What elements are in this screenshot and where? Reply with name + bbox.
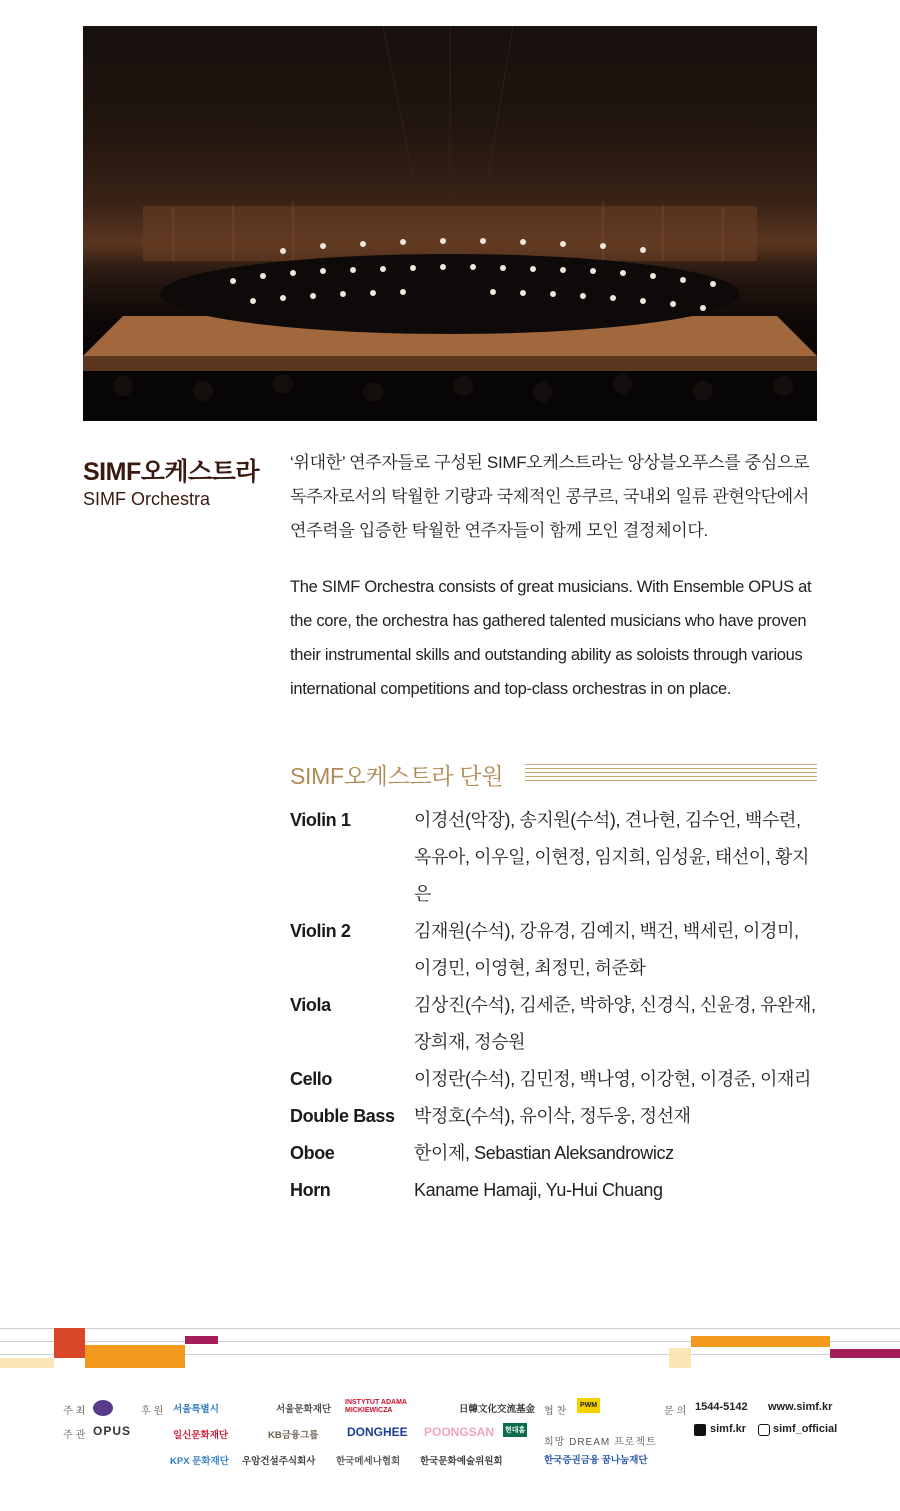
host-logo-icon — [93, 1400, 113, 1416]
instagram-link[interactable]: simf_official — [773, 1423, 838, 1435]
sponsor-hyundai-logo: 현대홈 — [503, 1423, 527, 1437]
instrument-label: Violin 2 — [290, 921, 351, 941]
instrument-label: Horn — [290, 1180, 331, 1200]
orchestra-description-en: The SIMF Orchestra consists of great musicians. With Ensemble OPUS at the core, the orchestra has gathered talented musicians who have proven their instrumental skills and outstanding ability as soloists through various international competitions and top-class orchestras in on place. — [290, 578, 812, 698]
footer — [0, 1390, 900, 1511]
bar-red — [54, 1328, 85, 1358]
member-row-violin2 — [290, 913, 820, 987]
sponsor-poongsan-logo: POONGSAN — [424, 1425, 495, 1439]
bar-orange — [691, 1336, 830, 1347]
dream-partner-logo: 한국증권금융 꿈나눔재단 — [544, 1455, 648, 1466]
bar-magenta — [185, 1336, 218, 1344]
instrument-label: Viola — [290, 995, 331, 1015]
sponsor-seoul-logo: 서울특별시 — [173, 1404, 219, 1415]
member-names: 이경선(악장), 송지원(수석), 견나현, 김수언, 백수련, 옥유아, 이우일, 이현정, 임지희, 임성윤, 태선이, 황지은 — [414, 810, 809, 904]
members-title-rule — [525, 764, 817, 784]
orchestra-title-ko: SIMF오케스트라 — [83, 458, 259, 486]
orchestra-photo — [83, 26, 817, 421]
cooperation-logo: PWM — [577, 1398, 600, 1413]
organizer-label: 주관 — [63, 1430, 89, 1441]
member-names: Kaname Hamaji, Yu-Hui Chuang — [414, 1180, 663, 1200]
member-names: 김상진(수석), 김세준, 박하양, 신경식, 신윤경, 유완재, 장희재, 정승원 — [414, 995, 816, 1052]
sponsor-arko-logo: 한국문화예술위원회 — [420, 1456, 503, 1467]
instrument-label: Cello — [290, 1069, 333, 1089]
orchestra-stage-icon — [83, 26, 817, 421]
instagram-icon — [758, 1424, 770, 1436]
website-link[interactable]: www.simf.kr — [768, 1401, 833, 1413]
host-label: 주최 — [63, 1406, 89, 1417]
orchestra-description-ko: ‘위대한’ 연주자들로 구성된 SIMF오케스트라는 앙상블오푸스를 중심으로 독주자로서의 탁월한 기량과 국제적인 콩쿠르, 국내외 일류 관현악단에서 연주력을 입증한 탁월한 연주자들이 함께 모인 결정체이다. — [290, 453, 810, 540]
sponsor-ilshin-logo: 일신문화재단 — [173, 1430, 229, 1441]
sponsor-kpx-logo: KPX 문화재단 — [170, 1456, 229, 1467]
sponsor-adam-logo: INSTYTUT ADAMA MICKIEWICZA — [345, 1399, 407, 1414]
orchestra-title-en: SIMF Orchestra — [83, 489, 211, 509]
dream-project-label: 희망 DREAM 프로젝트 — [544, 1437, 657, 1448]
phone-number[interactable]: 1544-5142 — [695, 1401, 748, 1413]
member-names: 김재원(수석), 강유경, 김예지, 백건, 백세린, 이경미, 이경민, 이영현, 최정민, 허준화 — [414, 921, 799, 978]
member-names: 박정호(수석), 유이삭, 정두웅, 정선재 — [414, 1106, 691, 1126]
sponsor-wooam-logo: 우암건설주식회사 — [242, 1456, 316, 1467]
member-row-oboe — [290, 1135, 820, 1172]
sponsor-donghee-logo: DONGHEE — [347, 1425, 408, 1439]
inquiry-label: 문의 — [664, 1406, 690, 1417]
instrument-label: Double Bass — [290, 1106, 395, 1126]
sponsor-mecenat-logo: 한국메세나협회 — [336, 1456, 401, 1467]
members-title: SIMF오케스트라 단원 — [290, 763, 504, 789]
sponsor-kb-logo: KB금융그룹 — [268, 1430, 319, 1441]
bar-magenta — [830, 1349, 900, 1358]
cooperation-label: 협찬 — [544, 1406, 570, 1417]
support-label: 후원 — [141, 1406, 167, 1417]
member-names: 한이제, Sebastian Aleksandrowicz — [414, 1143, 674, 1163]
member-names: 이정란(수석), 김민정, 백나영, 이강현, 이경준, 이재리 — [414, 1069, 811, 1089]
member-row-violin1 — [290, 802, 820, 913]
member-row-double-bass — [290, 1098, 820, 1135]
instrument-label: Oboe — [290, 1143, 335, 1163]
member-row-viola — [290, 987, 820, 1061]
bar-orange — [85, 1345, 185, 1368]
organizer-logo: OPUS — [93, 1424, 132, 1438]
bar-cream — [0, 1358, 54, 1368]
bar-line — [0, 1328, 900, 1329]
instrument-label: Violin 1 — [290, 810, 351, 830]
facebook-link[interactable]: simf.kr — [710, 1423, 747, 1435]
bar-cream — [669, 1348, 691, 1368]
member-row-cello — [290, 1061, 820, 1098]
sponsor-sfac-logo: 서울문화재단 — [276, 1404, 332, 1415]
decorative-color-bars — [0, 1325, 900, 1375]
members-list — [290, 802, 820, 1209]
facebook-icon — [694, 1424, 706, 1436]
sponsor-jkcf-logo: 日韓文化交流基金 — [459, 1404, 536, 1415]
member-row-horn — [290, 1172, 820, 1209]
